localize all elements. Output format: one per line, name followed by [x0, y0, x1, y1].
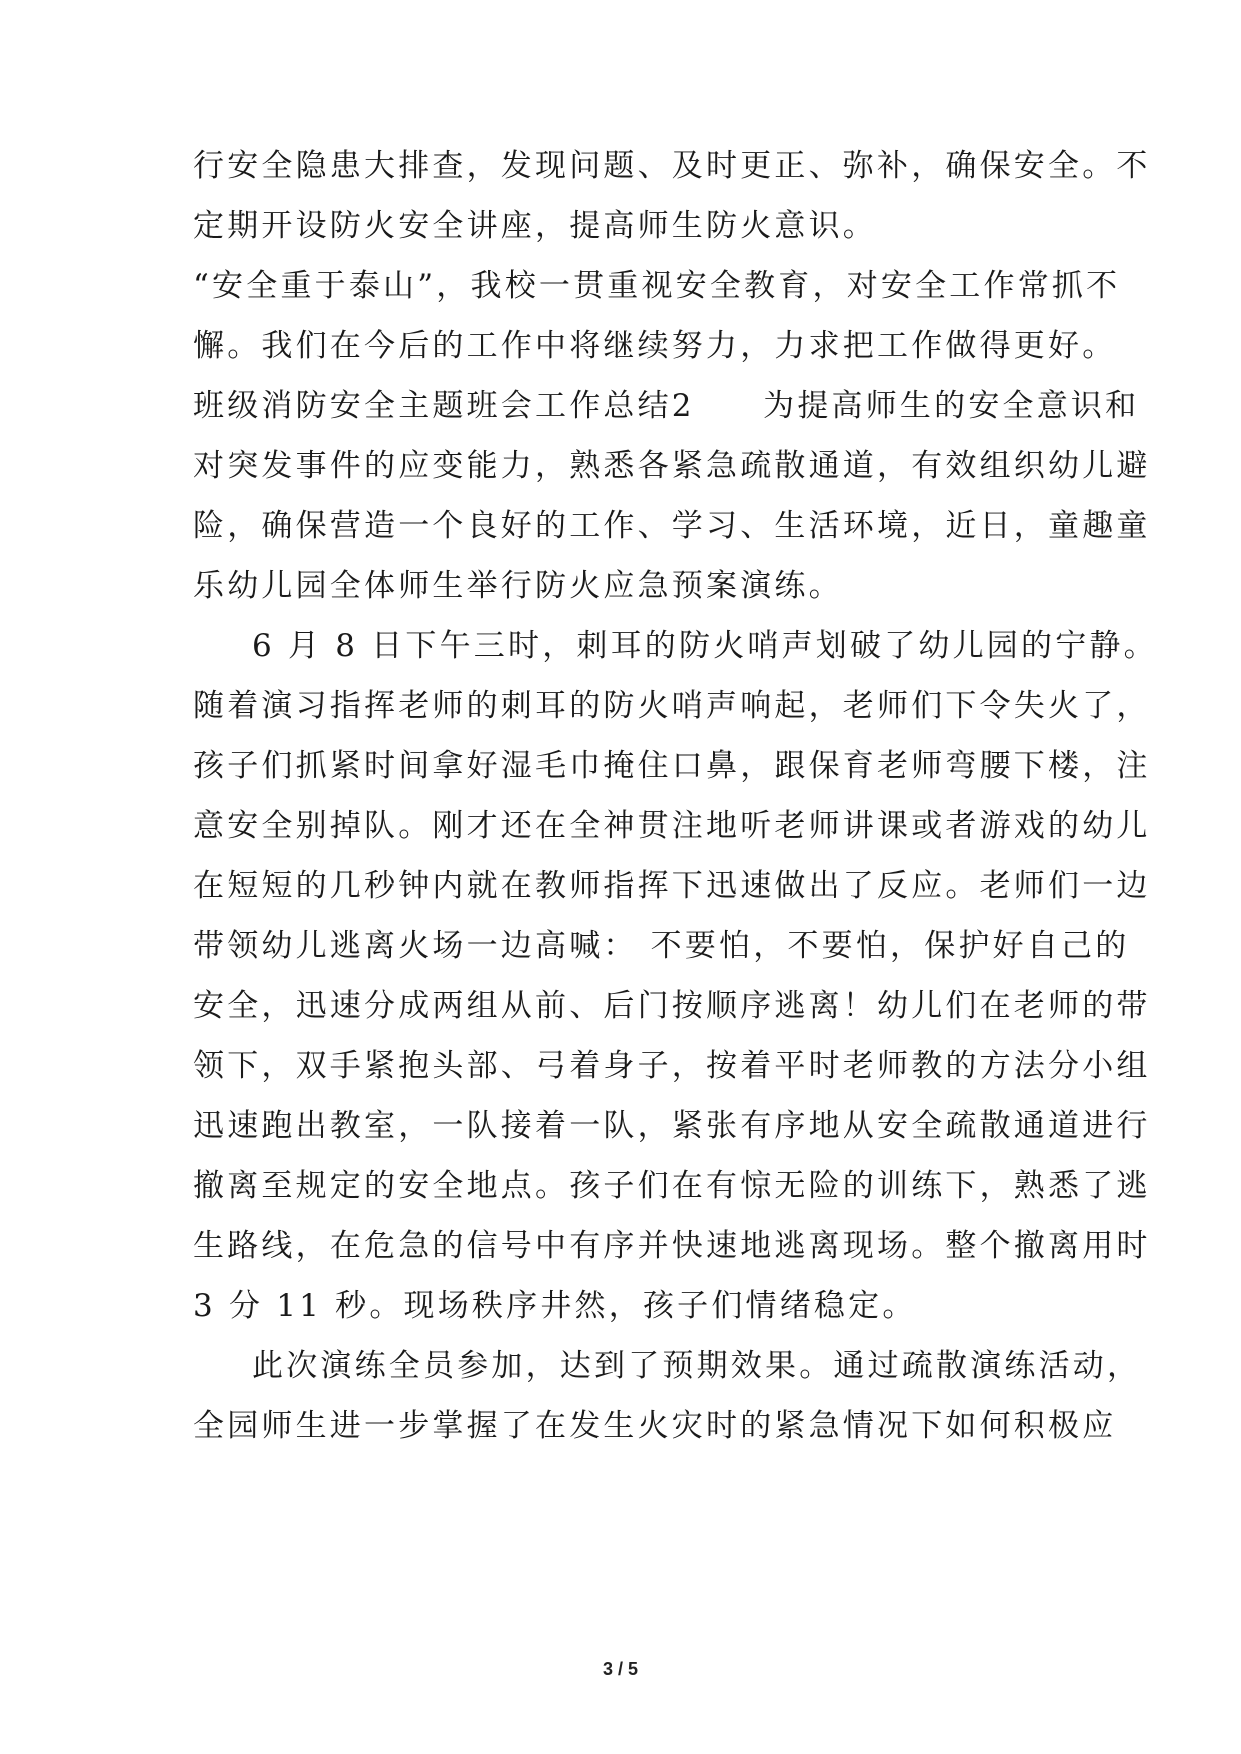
text-line: 懈。我们在今后的工作中将继续努力，力求把工作做得更好。 [193, 328, 1117, 364]
text-line: 全园师生进一步掌握了在发生火灾时的紧急情况下如何积极应 [193, 1408, 1117, 1444]
text-line: 在短短的几秒钟内就在教师指挥下迅速做出了反应。老师们一边 [193, 868, 1151, 904]
text-line: 乐幼儿园全体师生举行防火应急预案演练。 [193, 568, 843, 604]
text-line: 对突发事件的应变能力，熟悉各紧急疏散通道，有效组织幼儿避 [193, 448, 1151, 484]
text-line: 安全，迅速分成两组从前、后门按顺序逃离！幼儿们在老师的带 [193, 988, 1151, 1024]
text-line: 意安全别掉队。刚才还在全神贯注地听老师讲课或者游戏的幼儿 [193, 808, 1151, 844]
text-line: 3 分 11 秒。现场秩序井然，孩子们情绪稳定。 [193, 1288, 917, 1324]
text-line: 撤离至规定的安全地点。孩子们在有惊无险的训练下，熟悉了逃 [193, 1168, 1151, 1204]
text-line: “安全重于泰山”，我校一贯重视安全教育，对安全工作常抓不 [193, 268, 1121, 304]
paragraph-start-line: 此次演练全员参加，达到了预期效果。通过疏散演练活动， [252, 1348, 1142, 1384]
text-line: 行安全隐患大排查，发现问题、及时更正、弥补，确保安全。不 [193, 148, 1151, 184]
text-line: 领下，双手紧抱头部、弓着身子，按着平时老师教的方法分小组 [193, 1048, 1151, 1084]
section-heading-line: 班级消防安全主题班会工作总结2 为提高师生的安全意识和 [193, 388, 1140, 424]
text-line: 生路线，在危急的信号中有序并快速地逃离现场。整个撤离用时 [193, 1228, 1151, 1264]
text-line: 随着演习指挥老师的刺耳的防火哨声响起，老师们下令失火了， [193, 688, 1151, 724]
text-line: 迅速跑出教室，一队接着一队，紧张有序地从安全疏散通道进行 [193, 1108, 1151, 1144]
text-line: 定期开设防火安全讲座，提高师生防火意识。 [193, 208, 877, 244]
text-line: 孩子们抓紧时间拿好湿毛巾掩住口鼻，跟保育老师弯腰下楼，注 [193, 748, 1151, 784]
text-line: 带领幼儿逃离火场一边高喊： 不要怕，不要怕，保护好自己的 [193, 928, 1130, 964]
text-line: 险，确保营造一个良好的工作、学习、生活环境，近日，童趣童 [193, 508, 1151, 544]
paragraph-start-line: 6 月 8 日下午三时，刺耳的防火哨声划破了幼儿园的宁静。 [252, 628, 1158, 664]
page-number: 3 / 5 [602, 1659, 639, 1679]
